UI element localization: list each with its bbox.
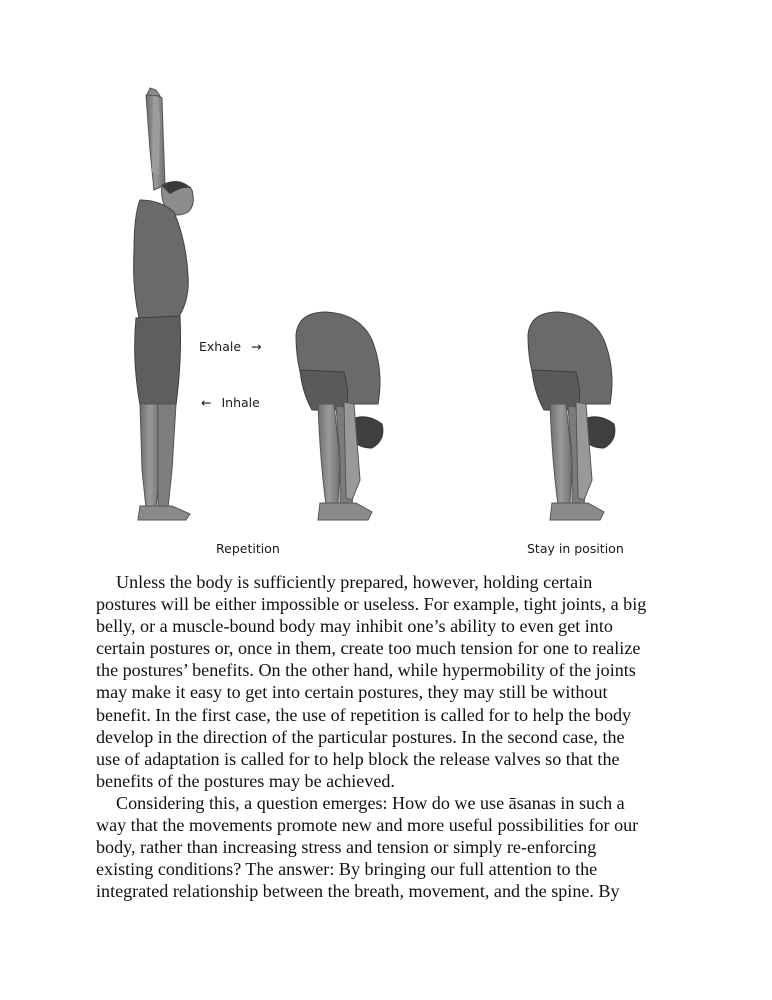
text-line: integrated relationship between the breath, movement, and the spine. By — [96, 881, 620, 902]
text-line: belly, or a muscle-bound body may inhibit one’s ability to even get into — [96, 616, 613, 637]
text-line: Considering this, a question emerges: How do we use āsanas in such a — [116, 792, 625, 813]
text-line: way that the movements promote new and more useful possibilities for our — [96, 815, 639, 836]
text-line: postures will be either impossible or useless. For example, tight joints, a big — [96, 594, 647, 615]
forward-fold-figure-repetition — [296, 312, 383, 520]
text-line: certain postures or, once in them, create too much tension for one to realize — [96, 638, 641, 659]
paragraph-1 — [96, 571, 696, 792]
stay-in-position-caption: Stay in position — [527, 541, 624, 556]
text-line: existing conditions? The answer: By bringing our full attention to the — [96, 859, 598, 880]
repetition-caption: Repetition — [216, 541, 280, 556]
inhale-label — [201, 395, 260, 410]
text-line: benefits of the postures may be achieved. — [96, 770, 395, 791]
exhale-text: Exhale — [199, 339, 242, 354]
right-arrow-icon: → — [251, 339, 262, 354]
text-line: develop in the direction of the particular postures. In the second case, the — [96, 726, 625, 747]
text-line: use of adaptation is called for to help block the release valves so that the — [96, 748, 620, 769]
text-line: benefit. In the first case, the use of repetition is called for to help the body — [96, 704, 632, 725]
inhale-text: Inhale — [221, 395, 260, 410]
text-line: the postures’ benefits. On the other hand, while hypermobility of the joints — [96, 660, 636, 681]
paragraph-2 — [96, 792, 696, 902]
exhale-label — [199, 339, 262, 354]
standing-figure — [134, 88, 194, 520]
body-text — [96, 571, 696, 902]
text-line: body, rather than increasing stress and tension or simply re-enforcing — [96, 837, 597, 858]
left-arrow-icon: ← — [201, 395, 212, 410]
forward-fold-figure-stay — [528, 312, 615, 520]
text-line: may make it easy to get into certain postures, they may still be without — [96, 682, 608, 703]
text-line: Unless the body is sufficiently prepared, however, holding certain — [116, 572, 593, 592]
